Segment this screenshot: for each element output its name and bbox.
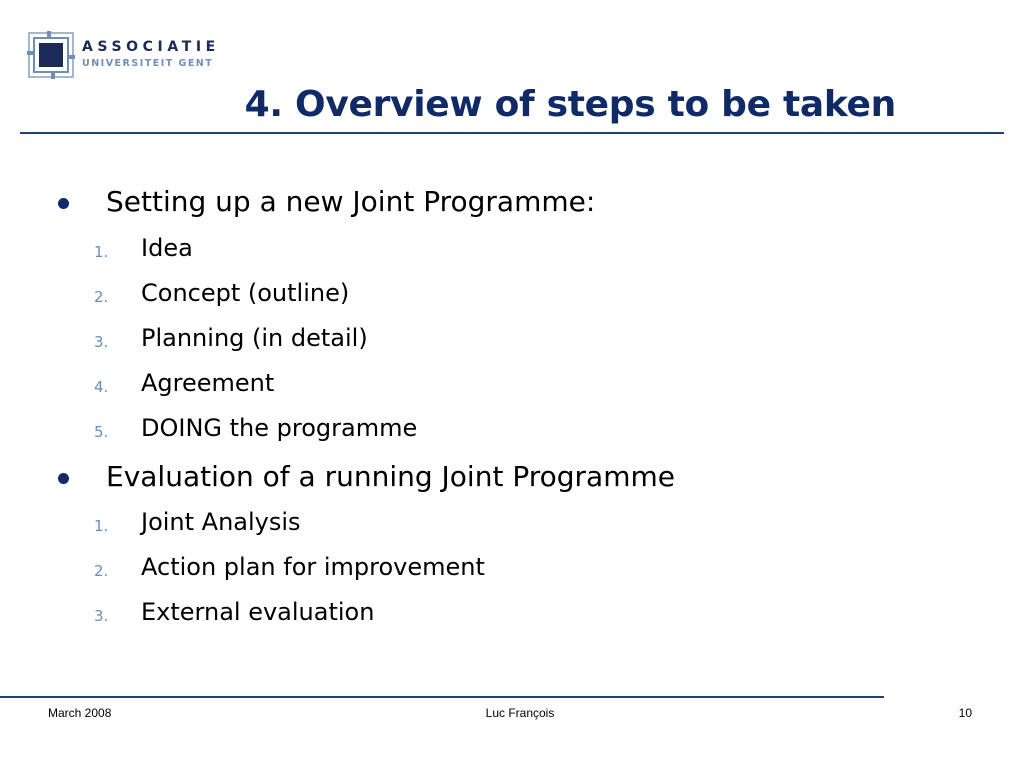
list-number: 1. xyxy=(94,243,109,261)
list-item: DOING the programme xyxy=(141,414,418,442)
list-item: Concept (outline) xyxy=(141,279,350,307)
list-number: 1. xyxy=(94,517,109,535)
list-item: Agreement xyxy=(141,369,275,397)
list-number: 4. xyxy=(94,378,109,396)
list-item: Planning (in detail) xyxy=(141,324,368,352)
list-item: Joint Analysis xyxy=(141,508,301,536)
list-number: 2. xyxy=(94,288,109,306)
logo-text-associatie: ASSOCIATIE xyxy=(82,39,220,55)
bullet-evaluation: Evaluation of a running Joint Programme xyxy=(106,460,675,493)
bullet-icon xyxy=(58,473,69,484)
list-item: Action plan for improvement xyxy=(141,553,485,581)
logo-text-universiteit-gent: UNIVERSITEIT GENT xyxy=(82,58,214,69)
bullet-setting-up: Setting up a new Joint Programme: xyxy=(106,185,596,218)
footer-divider xyxy=(0,696,884,698)
footer-date: March 2008 xyxy=(48,706,112,720)
list-number: 5. xyxy=(94,423,109,441)
footer-author: Luc François xyxy=(485,706,555,720)
list-item: External evaluation xyxy=(141,598,375,626)
slide-title: 4. Overview of steps to be taken xyxy=(244,84,896,125)
list-number: 3. xyxy=(94,333,109,351)
list-number: 3. xyxy=(94,607,109,625)
page-number: 10 xyxy=(958,706,972,720)
bullet-icon xyxy=(58,198,69,209)
list-number: 2. xyxy=(94,562,109,580)
list-item: Idea xyxy=(141,234,193,262)
